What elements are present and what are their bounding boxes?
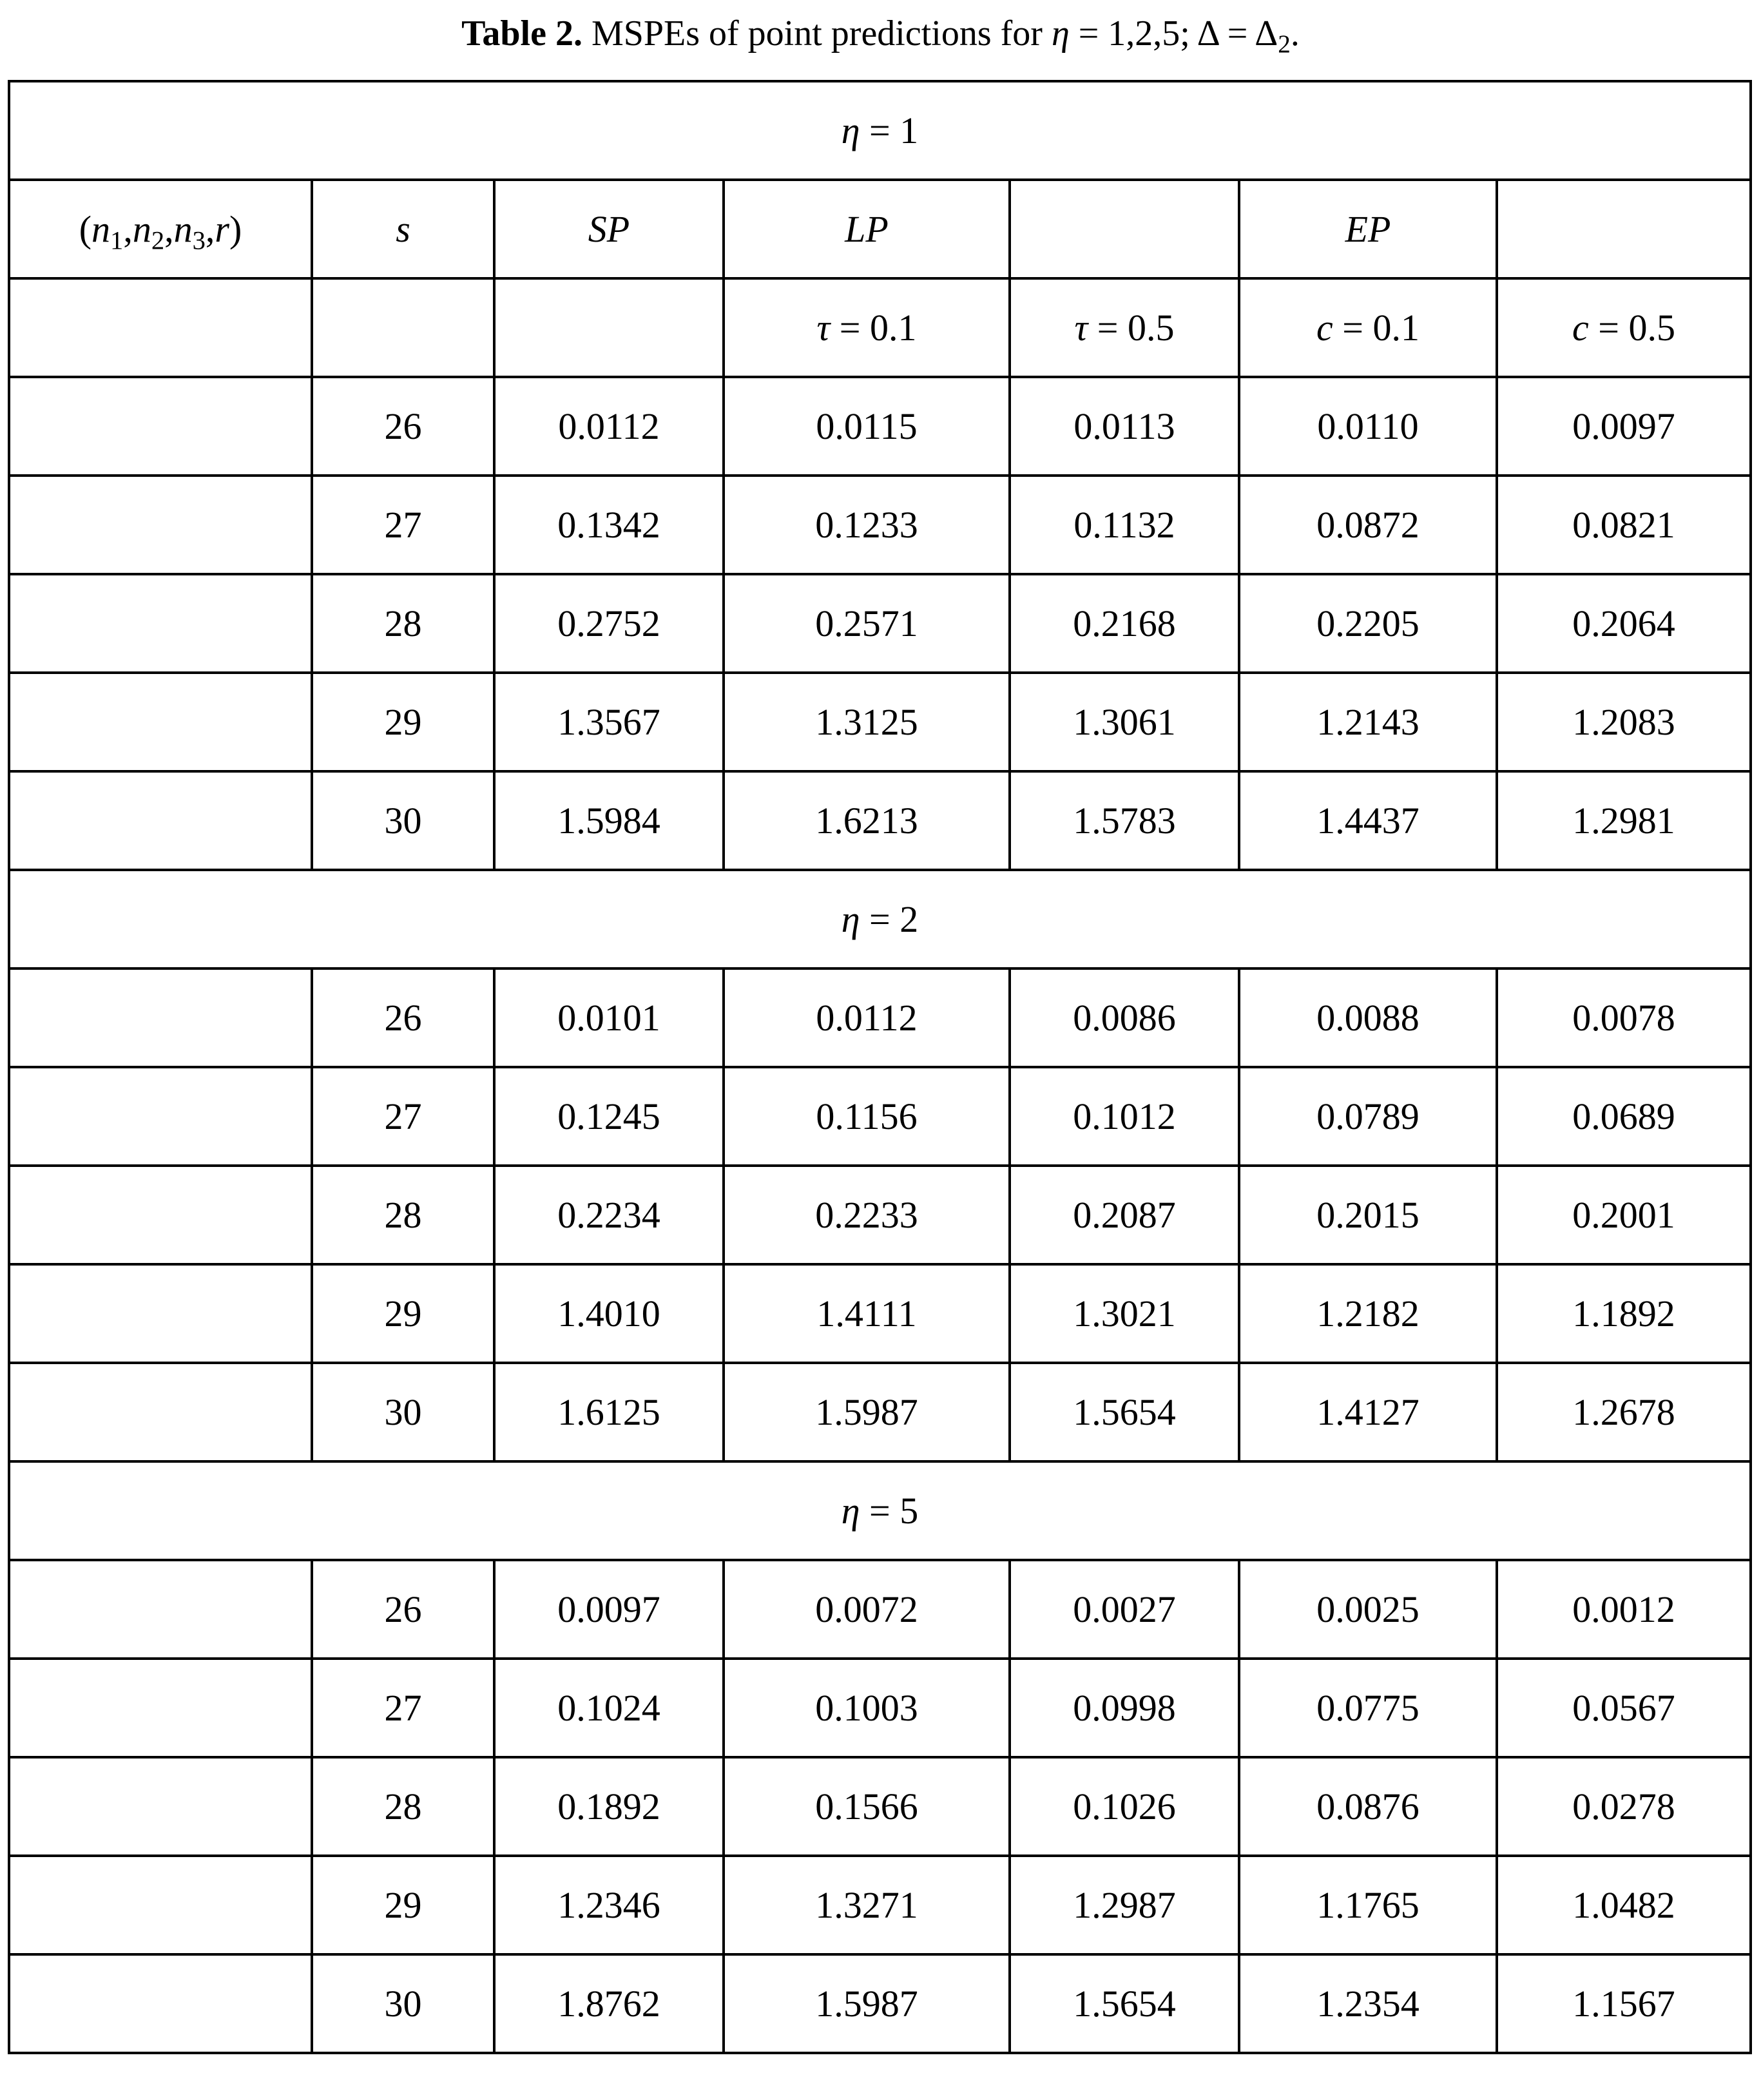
cell-lp-tau-05: 0.0086 <box>1010 968 1239 1067</box>
caption-delta-symbol: Δ <box>1197 14 1218 53</box>
cell-lp-tau-01: 0.0115 <box>724 377 1010 476</box>
cell-sp: 0.1892 <box>494 1757 724 1856</box>
cell-lp-tau-05: 0.0027 <box>1010 1560 1239 1659</box>
subheader-c-05 <box>1497 278 1751 377</box>
eta-group-header-row <box>9 870 1751 968</box>
caption-delta-subscript: 2 <box>1278 30 1291 58</box>
cell-ep-c-05: 0.0567 <box>1497 1659 1751 1757</box>
cell-sp: 0.0097 <box>494 1560 724 1659</box>
cell-s: 26 <box>312 377 494 476</box>
cell-ep-c-01: 1.2143 <box>1239 673 1497 771</box>
cell-lp-tau-01: 0.2233 <box>724 1166 1010 1264</box>
cell-lp-tau-05: 0.1132 <box>1010 476 1239 574</box>
cell-ep-c-05: 0.0097 <box>1497 377 1751 476</box>
eta-value: = 2 <box>869 898 919 940</box>
params-empty-cell <box>9 968 312 1067</box>
params-comma: , <box>123 208 133 250</box>
cell-lp-tau-05: 0.1012 <box>1010 1067 1239 1166</box>
header-empty-cell <box>1010 180 1239 278</box>
params-n: n <box>91 208 111 250</box>
header-ep-label: EP <box>1345 208 1391 250</box>
cell-s: 29 <box>312 1264 494 1363</box>
table-row <box>9 1954 1751 2053</box>
subheader-c-01-symbol: c <box>1316 307 1333 349</box>
cell-sp: 1.5984 <box>494 771 724 870</box>
params-empty-cell <box>9 1856 312 1954</box>
params-close: ) <box>229 208 242 250</box>
eta-symbol: η <box>841 110 860 151</box>
cell-s: 29 <box>312 673 494 771</box>
mspe-table <box>8 80 1752 2054</box>
cell-ep-c-05: 1.2981 <box>1497 771 1751 870</box>
cell-sp: 0.2752 <box>494 574 724 673</box>
table-row <box>9 968 1751 1067</box>
table-row <box>9 673 1751 771</box>
table-row <box>9 1659 1751 1757</box>
subheader-c-01 <box>1239 278 1497 377</box>
header-ep-cell <box>1239 180 1497 278</box>
params-subscript-3: 3 <box>192 226 206 255</box>
cell-ep-c-05: 1.1892 <box>1497 1264 1751 1363</box>
eta-symbol: η <box>841 898 860 940</box>
cell-s: 27 <box>312 1659 494 1757</box>
cell-s: 30 <box>312 1954 494 2053</box>
eta-group-label <box>9 81 1751 180</box>
cell-s: 28 <box>312 1757 494 1856</box>
cell-lp-tau-01: 0.1233 <box>724 476 1010 574</box>
table-row <box>9 1856 1751 1954</box>
table-row <box>9 574 1751 673</box>
params-open: ( <box>79 208 92 250</box>
params-empty-cell <box>9 1757 312 1856</box>
params-empty-cell <box>9 1166 312 1264</box>
eta-value: = 5 <box>869 1490 919 1532</box>
caption-label: Table 2. <box>461 14 582 53</box>
table-row <box>9 1757 1751 1856</box>
eta-group-header-row <box>9 81 1751 180</box>
cell-lp-tau-01: 0.1566 <box>724 1757 1010 1856</box>
cell-ep-c-01: 0.0872 <box>1239 476 1497 574</box>
cell-ep-c-05: 0.0278 <box>1497 1757 1751 1856</box>
cell-lp-tau-05: 1.5654 <box>1010 1363 1239 1461</box>
params-empty-cell <box>9 1264 312 1363</box>
subheader-c-05-symbol: c <box>1572 307 1589 349</box>
cell-ep-c-05: 0.0821 <box>1497 476 1751 574</box>
caption-eta-values: = 1,2,5; <box>1078 14 1190 53</box>
cell-lp-tau-01: 0.1003 <box>724 1659 1010 1757</box>
subheader-empty-cell <box>312 278 494 377</box>
cell-s: 27 <box>312 476 494 574</box>
header-s-cell <box>312 180 494 278</box>
caption-text: MSPEs of point predictions for <box>591 14 1043 53</box>
cell-lp-tau-05: 0.1026 <box>1010 1757 1239 1856</box>
cell-s: 28 <box>312 1166 494 1264</box>
eta-group-label <box>9 1461 1751 1560</box>
cell-lp-tau-01: 0.1156 <box>724 1067 1010 1166</box>
cell-lp-tau-05: 0.2168 <box>1010 574 1239 673</box>
eta-value: = 1 <box>869 110 919 151</box>
params-empty-cell <box>9 1659 312 1757</box>
header-lp-cell <box>724 180 1010 278</box>
cell-lp-tau-05: 1.2987 <box>1010 1856 1239 1954</box>
table-row <box>9 1363 1751 1461</box>
params-empty-cell <box>9 476 312 574</box>
params-subscript-1: 1 <box>110 226 124 255</box>
subheader-tau-05 <box>1010 278 1239 377</box>
subheader-c-01-value: = 0.1 <box>1342 307 1419 349</box>
params-empty-cell <box>9 1067 312 1166</box>
cell-sp: 0.1245 <box>494 1067 724 1166</box>
cell-ep-c-05: 1.1567 <box>1497 1954 1751 2053</box>
cell-sp: 0.0112 <box>494 377 724 476</box>
header-lp-label: LP <box>845 208 889 250</box>
subheader-tau-01-value: = 0.1 <box>839 307 917 349</box>
cell-lp-tau-05: 0.0998 <box>1010 1659 1239 1757</box>
params-empty-cell <box>9 574 312 673</box>
params-empty-cell <box>9 771 312 870</box>
eta-group-label <box>9 870 1751 968</box>
header-params-cell <box>9 180 312 278</box>
cell-s: 27 <box>312 1067 494 1166</box>
cell-lp-tau-01: 0.0112 <box>724 968 1010 1067</box>
cell-ep-c-01: 1.4437 <box>1239 771 1497 870</box>
cell-lp-tau-05: 0.0113 <box>1010 377 1239 476</box>
caption-delta-eq-text: = Δ <box>1227 14 1278 53</box>
cell-ep-c-05: 0.2001 <box>1497 1166 1751 1264</box>
cell-lp-tau-05: 0.2087 <box>1010 1166 1239 1264</box>
cell-s: 26 <box>312 1560 494 1659</box>
cell-ep-c-05: 1.0482 <box>1497 1856 1751 1954</box>
cell-ep-c-01: 0.2015 <box>1239 1166 1497 1264</box>
column-header-row <box>9 180 1751 278</box>
cell-sp: 1.2346 <box>494 1856 724 1954</box>
table-row <box>9 771 1751 870</box>
params-empty-cell <box>9 1954 312 2053</box>
cell-sp: 1.4010 <box>494 1264 724 1363</box>
cell-lp-tau-01: 1.5987 <box>724 1363 1010 1461</box>
subheader-tau-05-value: = 0.5 <box>1097 307 1175 349</box>
eta-symbol: η <box>841 1490 860 1532</box>
header-empty-cell <box>1497 180 1751 278</box>
cell-s: 29 <box>312 1856 494 1954</box>
cell-lp-tau-01: 1.6213 <box>724 771 1010 870</box>
cell-lp-tau-01: 1.4111 <box>724 1264 1010 1363</box>
params-empty-cell <box>9 1363 312 1461</box>
cell-ep-c-01: 1.2354 <box>1239 1954 1497 2053</box>
cell-ep-c-05: 0.0012 <box>1497 1560 1751 1659</box>
caption-period: . <box>1290 14 1300 53</box>
caption-delta-eq <box>1227 14 1291 58</box>
subheader-empty-cell <box>494 278 724 377</box>
header-sp-label: SP <box>588 208 630 250</box>
cell-sp: 1.8762 <box>494 1954 724 2053</box>
cell-ep-c-01: 1.4127 <box>1239 1363 1497 1461</box>
cell-lp-tau-01: 1.5987 <box>724 1954 1010 2053</box>
subheader-tau-05-symbol: τ <box>1074 307 1088 349</box>
cell-ep-c-01: 0.2205 <box>1239 574 1497 673</box>
table-row <box>9 1560 1751 1659</box>
params-empty-cell <box>9 1560 312 1659</box>
cell-lp-tau-05: 1.3021 <box>1010 1264 1239 1363</box>
table-body <box>9 81 1751 2053</box>
cell-sp: 1.6125 <box>494 1363 724 1461</box>
cell-ep-c-01: 0.0876 <box>1239 1757 1497 1856</box>
cell-ep-c-01: 0.0789 <box>1239 1067 1497 1166</box>
params-n: n <box>173 208 193 250</box>
subheader-tau-01 <box>724 278 1010 377</box>
cell-lp-tau-01: 0.2571 <box>724 574 1010 673</box>
cell-lp-tau-01: 0.0072 <box>724 1560 1010 1659</box>
cell-lp-tau-01: 1.3125 <box>724 673 1010 771</box>
table-row <box>9 1067 1751 1166</box>
cell-ep-c-05: 0.0078 <box>1497 968 1751 1067</box>
cell-sp: 0.0101 <box>494 968 724 1067</box>
table-row <box>9 476 1751 574</box>
header-sp-cell <box>494 180 724 278</box>
cell-ep-c-01: 0.0025 <box>1239 1560 1497 1659</box>
table-caption <box>0 6 1761 61</box>
cell-lp-tau-05: 1.5654 <box>1010 1954 1239 2053</box>
params-empty-cell <box>9 377 312 476</box>
cell-s: 30 <box>312 771 494 870</box>
cell-lp-tau-05: 1.5783 <box>1010 771 1239 870</box>
cell-s: 30 <box>312 1363 494 1461</box>
cell-ep-c-01: 0.0110 <box>1239 377 1497 476</box>
params-empty-cell <box>9 673 312 771</box>
params-subscript-2: 2 <box>151 226 165 255</box>
table-row <box>9 377 1751 476</box>
cell-ep-c-05: 1.2083 <box>1497 673 1751 771</box>
params-comma: , <box>164 208 174 250</box>
cell-ep-c-05: 0.2064 <box>1497 574 1751 673</box>
header-s-label: s <box>396 208 410 250</box>
cell-lp-tau-05: 1.3061 <box>1010 673 1239 771</box>
subheader-tau-01-symbol: τ <box>816 307 831 349</box>
caption-eta-symbol: η <box>1051 14 1070 53</box>
params-n: n <box>132 208 151 250</box>
cell-sp: 0.1342 <box>494 476 724 574</box>
subheader-c-05-value: = 0.5 <box>1598 307 1675 349</box>
cell-sp: 0.2234 <box>494 1166 724 1264</box>
table-row <box>9 1166 1751 1264</box>
cell-s: 28 <box>312 574 494 673</box>
cell-s: 26 <box>312 968 494 1067</box>
cell-ep-c-01: 0.0088 <box>1239 968 1497 1067</box>
parameter-header-row <box>9 278 1751 377</box>
cell-ep-c-01: 0.0775 <box>1239 1659 1497 1757</box>
subheader-empty-cell <box>9 278 312 377</box>
cell-ep-c-01: 1.1765 <box>1239 1856 1497 1954</box>
cell-sp: 0.1024 <box>494 1659 724 1757</box>
cell-ep-c-05: 1.2678 <box>1497 1363 1751 1461</box>
cell-lp-tau-01: 1.3271 <box>724 1856 1010 1954</box>
params-comma: , <box>205 208 215 250</box>
cell-sp: 1.3567 <box>494 673 724 771</box>
cell-ep-c-01: 1.2182 <box>1239 1264 1497 1363</box>
params-r: r <box>215 208 229 250</box>
table-row <box>9 1264 1751 1363</box>
cell-ep-c-05: 0.0689 <box>1497 1067 1751 1166</box>
eta-group-header-row <box>9 1461 1751 1560</box>
